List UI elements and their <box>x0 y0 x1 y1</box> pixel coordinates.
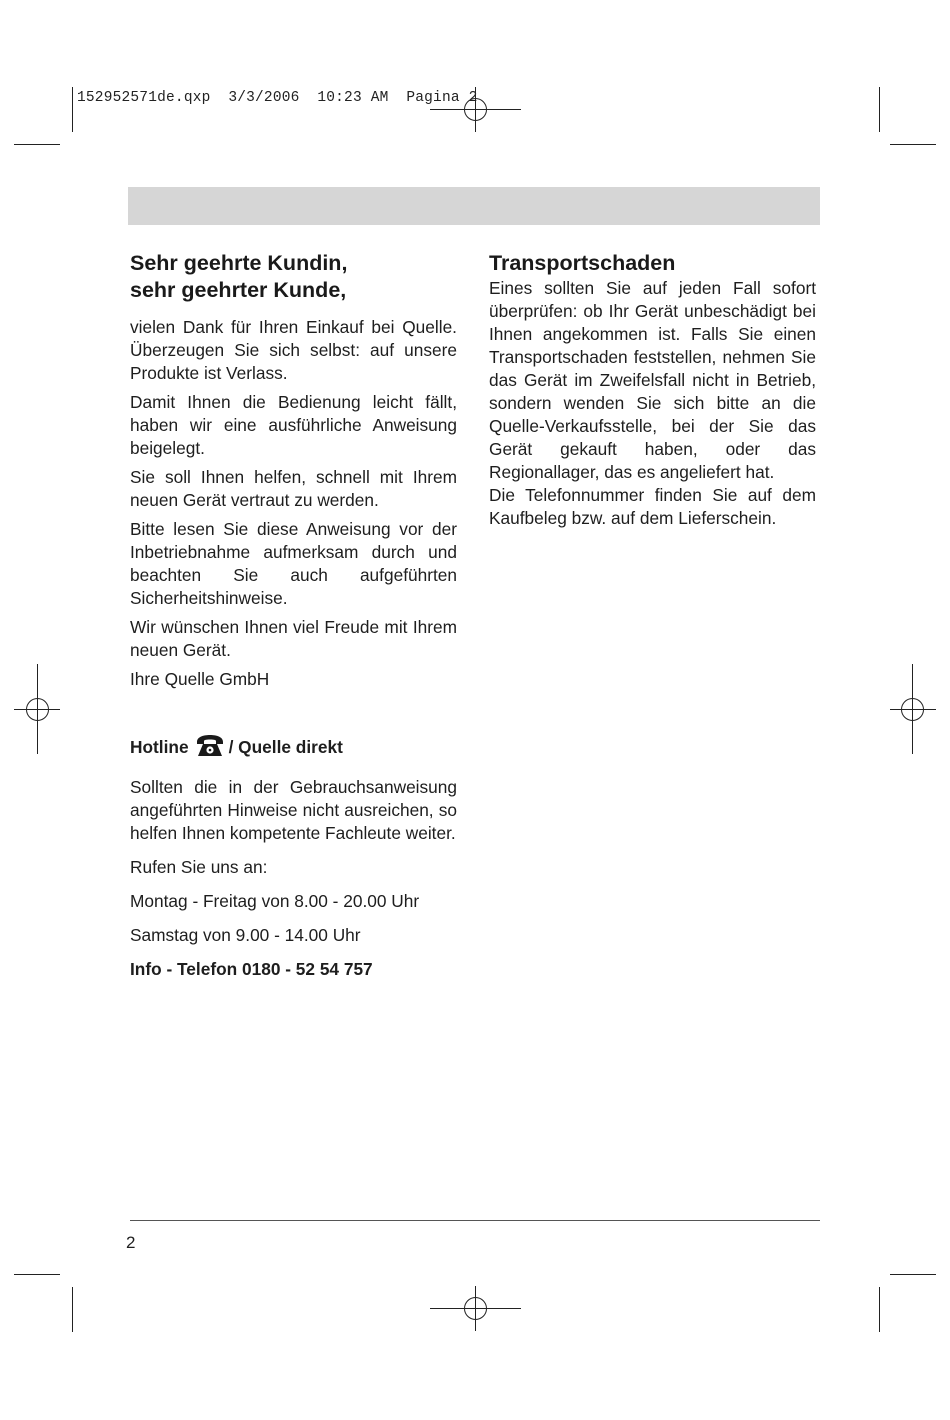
telephone-icon <box>195 734 225 758</box>
greeting-heading-line2: sehr geehrter Kunde, <box>130 278 347 302</box>
hotline-body <box>130 776 457 981</box>
hotline-call: Rufen Sie uns an: <box>130 857 268 877</box>
greeting-paragraph: Sie soll Ihnen helfen, schnell mit Ihrem neuen Gerät vertraut zu werden. <box>130 467 457 510</box>
hotline-weekday-hours: Montag - Freitag von 8.00 - 20.00 Uhr <box>130 891 420 911</box>
slug-line: 152952571de.qxp 3/3/2006 10:23 AM Pagina 2 <box>77 90 478 106</box>
registration-mark-bottom <box>430 1286 521 1331</box>
greeting-paragraph: Damit Ihnen die Bedienung leicht fällt, haben wir eine ausführliche Anweisung beigelegt. <box>130 392 457 458</box>
greeting-paragraph: Bitte lesen Sie diese Anweisung vor der Inbetriebnahme aufmerksam durch und beachten Sie auch aufgeführten Sicherheitshinweise. <box>130 519 457 608</box>
hotline-text: Sollten die in der Gebrauchsanweisung angeführten Hinweise nicht ausreichen, so helfen Ihnen kompetente Fachleute weiter. <box>130 777 457 843</box>
transport-damage-paragraph: Eines sollten Sie auf jeden Fall sofort überprüfen: ob Ihr Gerät unbeschädigt bei Ihnen angekommen ist. Falls Sie einen Transportschaden feststellen, nehmen Sie das Gerät im Zweifelsfall nicht in Betrieb, sondern wenden Sie sich bitte an die Quelle-Verkaufsstelle, bei der Sie das Gerät gekauft haben, oder das Regionallager, das es angeliefert hat. <box>489 278 816 482</box>
greeting-signature: Ihre Quelle GmbH <box>130 669 270 689</box>
hotline-saturday-hours: Samstag von 9.00 - 14.00 Uhr <box>130 925 361 945</box>
greeting-heading <box>130 250 457 304</box>
header-gray-bar <box>128 187 820 225</box>
transport-damage-paragraph: Die Telefonnummer finden Sie auf dem Kaufbeleg bzw. auf dem Lieferschein. <box>489 485 816 528</box>
greeting-column <box>130 250 457 697</box>
greeting-paragraph: vielen Dank für Ihren Einkauf bei Quelle. Überzeugen Sie sich selbst: auf unsere Produkte ist Verlass. <box>130 317 457 383</box>
registration-mark-top <box>430 87 521 132</box>
greeting-paragraph: Wir wünschen Ihnen viel Freude mit Ihrem neuen Gerät. <box>130 617 457 660</box>
hotline-heading <box>130 733 470 761</box>
transport-damage-column <box>489 250 816 530</box>
footer-rule <box>130 1220 820 1221</box>
hotline-label: Hotline <box>130 737 189 757</box>
registration-mark-left <box>14 664 60 754</box>
greeting-heading-line1: Sehr geehrte Kundin, <box>130 251 348 275</box>
registration-mark-right <box>890 664 936 754</box>
transport-damage-heading: Transportschaden <box>489 251 676 275</box>
page-number: 2 <box>126 1233 136 1252</box>
hotline-quelle-direkt: / Quelle direkt <box>228 737 343 757</box>
info-phone-number: Info - Telefon 0180 - 52 54 757 <box>130 959 373 979</box>
